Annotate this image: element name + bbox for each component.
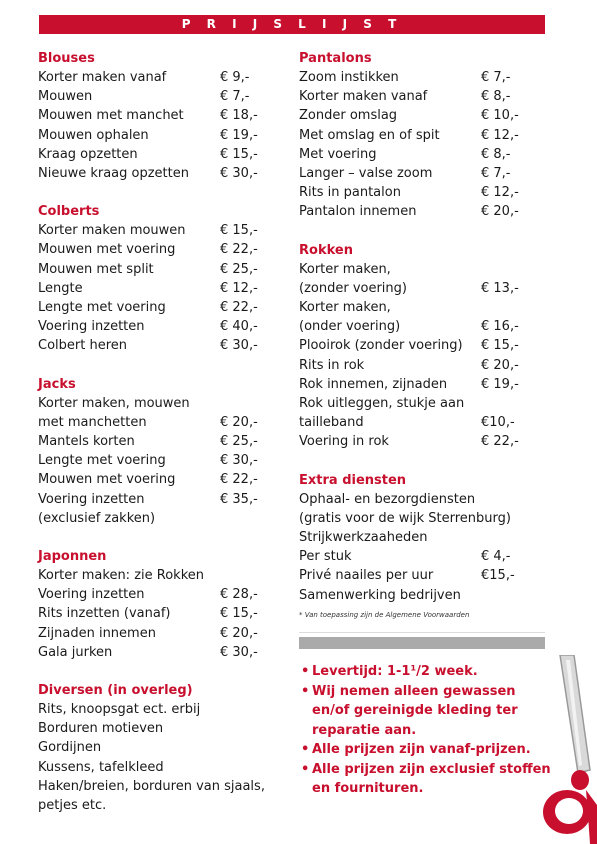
price-row [38,298,264,317]
price-section [299,49,525,222]
service-name: Korter maken mouwen [38,223,186,239]
section-title: Colberts [38,204,100,220]
service-price [220,509,264,528]
service-price: € 20,- [481,357,519,373]
section-title: Extra diensten [299,472,407,488]
service-price: € 30,- [220,338,258,354]
service-price: € 22,- [220,472,258,488]
service-price [220,796,264,815]
service-price [481,298,525,317]
bullet-text: Wij nemen alleen gewassen en/of gereinigde kleding ter reparatie aan. [312,683,518,738]
service-name: Korter maken, mouwen [38,395,190,411]
service-name: Rok uitleggen, stukje aan [299,396,465,412]
service-price: € 25,- [220,261,258,277]
service-price: € 4,- [481,549,511,565]
price-row [299,317,525,336]
service-price [220,566,264,585]
service-price: € 35,- [220,491,258,507]
service-price: € 20,- [481,204,519,220]
service-name: (exclusief zakken) [38,510,156,526]
section-title: Blouses [38,51,95,66]
service-name: Met voering [299,146,377,162]
service-price: €15,- [481,568,515,584]
price-row [38,260,264,279]
price-section [38,681,264,815]
service-price: € 30,- [220,166,258,182]
price-section [299,241,525,452]
price-row [38,413,264,432]
service-price [481,490,525,509]
service-name: Gordijnen [38,740,102,756]
service-price: € 30,- [220,453,258,469]
section-title: Rokken [299,242,353,258]
scissors-icon [530,655,597,844]
service-price [220,719,264,738]
service-name: Lengte [38,280,83,296]
service-name: Voering inzetten [38,319,145,335]
price-section [299,471,525,621]
service-price [220,700,264,719]
service-name: Kussens, tafelkleed [38,759,164,775]
service-name: Rits, knoopsgat ect. erbij [38,702,201,718]
price-row [299,298,525,317]
terms-note: * Van toepassing zijn de Algemene Voorwaarden [299,610,470,619]
price-row [299,260,525,279]
service-name: Haken/breien, borduren van sjaals, [38,778,265,794]
service-name: Pantalon innemen [299,204,417,220]
price-row [299,586,525,605]
section-title: Japonnen [38,549,107,565]
service-name: Rits inzetten (vanaf) [38,606,171,622]
service-price: € 19,- [481,376,519,392]
service-price: € 22,- [220,242,258,258]
service-name: Rits in pantalon [299,185,401,201]
price-row [38,164,264,183]
service-price: € 12,- [481,185,519,201]
service-name: met manchetten [38,414,147,430]
price-row [38,240,264,259]
service-price: € 15,- [220,606,258,622]
service-name: Gala jurken [38,644,113,660]
service-price: € 20,- [220,414,258,430]
price-row [299,126,525,145]
service-name: Korter maken, [299,261,391,277]
price-row [38,279,264,298]
service-price: €10,- [481,415,515,431]
service-name: (onder voering) [299,319,401,335]
service-name: Kraag opzetten [38,146,138,162]
price-row [38,394,264,413]
section-title: Diversen (in overleg) [38,683,193,699]
service-name: Per stuk [299,549,352,565]
bullet-dot-icon: • [301,664,310,679]
service-name: Plooirok (zonder voering) [299,338,463,354]
price-row [38,643,264,662]
service-name: Korter maken vanaf [299,89,428,105]
service-price: € 19,- [220,127,258,143]
service-name: Zoom instikken [299,70,399,85]
service-name: Mouwen [38,89,93,105]
service-price: € 18,- [220,108,258,124]
service-name: tailleband [299,415,364,431]
service-name: Lengte met voering [38,453,166,469]
service-price [481,394,525,413]
service-name: Zonder omslag [299,108,398,124]
service-name: Zijnaden innemen [38,625,156,641]
price-row [38,777,264,796]
bullet-text: Alle prijzen zijn exclusief stoffen en fournituren. [312,761,551,796]
price-row [38,106,264,125]
bullet-dot-icon: • [301,742,310,757]
service-price: € 25,- [220,434,258,450]
service-name: Colbert heren [38,338,128,354]
price-row [299,509,525,528]
service-name: Privé naailes per uur [299,568,434,584]
bullet-text: Alle prijzen zijn vanaf-prijzen. [312,742,531,757]
bullet-dot-icon: • [301,683,310,699]
service-price: € 30,- [220,644,258,660]
left-column [38,49,264,834]
price-row [299,202,525,221]
service-name: Borduren motieven [38,721,164,737]
service-price: € 9,- [220,70,250,85]
service-price [481,528,525,547]
service-name: Rits in rok [299,357,365,373]
service-price [481,260,525,279]
service-price: € 7,- [220,89,250,105]
price-row [299,394,525,413]
price-row [38,451,264,470]
price-row [38,758,264,777]
service-name: Langer – valse zoom [299,166,433,182]
service-name: Voering inzetten [38,491,145,507]
section-title: Jacks [38,376,76,392]
service-name: Mouwen met split [38,261,154,277]
price-row [299,566,525,585]
price-row [38,221,264,240]
info-bullet [301,760,551,799]
service-name: Voering inzetten [38,587,145,603]
info-bullets [301,662,551,799]
price-section [38,202,264,355]
price-section [38,547,264,662]
info-bullet [301,740,551,760]
service-name: (gratis voor de wijk Sterrenburg) [299,510,511,526]
service-price: € 13,- [481,280,519,296]
price-section [38,375,264,528]
service-price: € 40,- [220,319,258,335]
right-column [299,49,525,640]
service-name: Korter maken: zie Rokken [38,568,204,584]
price-row [299,106,525,125]
price-row [299,528,525,547]
price-row [38,145,264,164]
service-price: € 12,- [220,280,258,296]
service-price: € 7,- [481,166,511,182]
price-row [299,183,525,202]
service-name: Met omslag en of spit [299,127,440,143]
price-row [38,509,264,528]
price-row [299,375,525,394]
price-row [299,68,525,87]
price-row [299,356,525,375]
service-name: Voering in rok [299,434,389,450]
price-row [38,738,264,757]
service-price: € 8,- [481,89,511,105]
service-price: € 7,- [481,70,511,85]
service-price: € 20,- [220,625,258,641]
price-row [38,700,264,719]
price-row [38,796,264,815]
service-name: (zonder voering) [299,280,407,296]
service-price: € 22,- [481,434,519,450]
price-row [299,145,525,164]
page-title: P R I J S L I J S T [39,15,545,34]
service-price [220,738,264,757]
service-name: Mantels korten [38,434,135,450]
service-name: Mouwen met voering [38,472,176,488]
service-name: Lengte met voering [38,300,166,316]
info-bullet [301,662,551,682]
price-row [38,470,264,489]
service-name: petjes etc. [38,798,107,814]
service-price: € 28,- [220,587,258,603]
service-name: Nieuwe kraag opzetten [38,166,189,182]
price-row [299,87,525,106]
service-price [481,586,525,605]
price-section [38,49,264,183]
service-price: € 22,- [220,300,258,316]
price-row [299,164,525,183]
price-row [38,566,264,585]
price-row [38,317,264,336]
service-name: Mouwen ophalen [38,127,149,143]
divider [299,632,545,633]
service-name: Korter maken, [299,300,391,316]
bullet-text: Levertijd: 1-1¹/2 week. [312,664,478,679]
price-row [299,547,525,566]
price-row [38,126,264,145]
price-row [38,336,264,355]
service-name: Rok innemen, zijnaden [299,376,448,392]
service-price: € 15,- [220,223,258,239]
price-row [299,490,525,509]
service-price: € 10,- [481,108,519,124]
service-price: € 16,- [481,319,519,335]
price-row [38,719,264,738]
service-name: Samenwerking bedrijven [299,587,461,603]
service-name: Ophaal- en bezorgdiensten [299,491,476,507]
price-row [299,279,525,298]
service-price: € 12,- [481,127,519,143]
price-row [299,413,525,432]
price-row [299,336,525,355]
service-price: € 15,- [481,338,519,354]
info-bullet [301,682,551,741]
gray-divider-bar [299,637,545,649]
price-row [38,490,264,509]
section-title: Pantalons [299,51,372,66]
price-row [299,432,525,451]
price-row [38,624,264,643]
price-row [38,68,264,87]
service-price: € 15,- [220,146,258,162]
price-row [38,604,264,623]
service-price: € 8,- [481,146,511,162]
price-row [38,585,264,604]
price-row [38,432,264,451]
service-price [220,758,264,777]
service-name: Korter maken vanaf [38,70,167,85]
service-price [220,394,264,413]
service-name: Strijkwerkzaaheden [299,530,428,546]
bullet-dot-icon: • [301,761,310,777]
service-name: Mouwen met manchet [38,108,184,124]
service-price [511,509,555,528]
price-row [38,87,264,106]
service-name: Mouwen met voering [38,242,176,258]
